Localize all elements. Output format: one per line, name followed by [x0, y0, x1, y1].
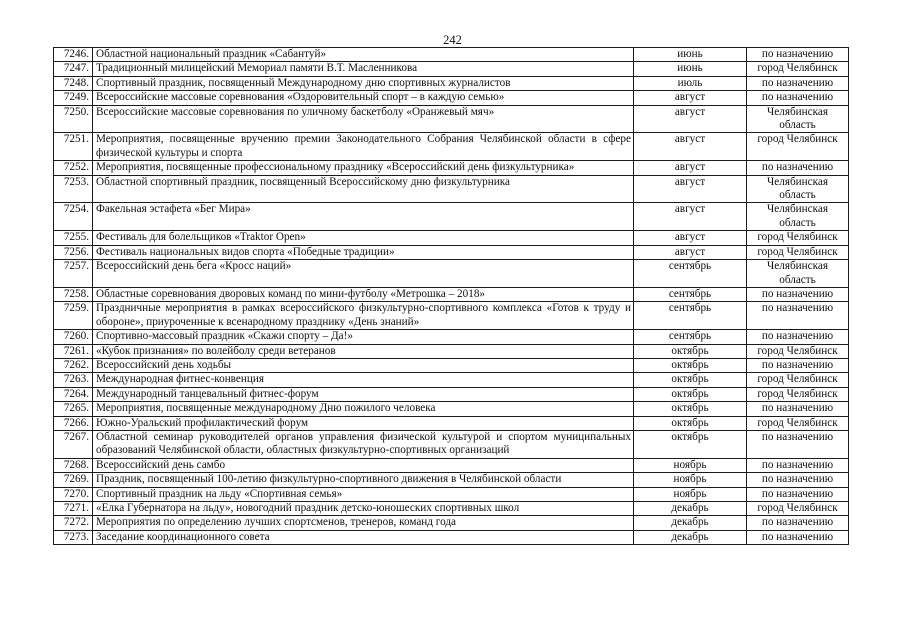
location-cell: город Челябинск — [747, 387, 849, 401]
month-cell: ноябрь — [634, 487, 747, 501]
event-name-cell: Областной национальный праздник «Сабантуй» — [93, 48, 634, 62]
event-name-cell: Праздничные мероприятия в рамках всероссийского физкультурно-спортивного комплекса «Готов к труду и обороне», приуроченные к всенародному празднику «День знаний» — [93, 302, 634, 330]
location-cell: Челябинская область — [747, 175, 849, 203]
event-name-cell: Факельная эстафета «Бег Мира» — [93, 203, 634, 231]
month-cell: август — [634, 175, 747, 203]
event-name-cell: Областной спортивный праздник, посвященный Всероссийскому дню физкультурника — [93, 175, 634, 203]
month-cell: август — [634, 91, 747, 105]
month-cell: август — [634, 161, 747, 175]
table-row — [54, 76, 849, 90]
table-row — [54, 105, 849, 133]
row-number-cell: 7255. — [54, 231, 93, 245]
event-name-cell: «Елка Губернатора на льду», новогодний праздник детско-юношеских спортивных школ — [93, 502, 634, 516]
table-row — [54, 473, 849, 487]
month-cell: август — [634, 203, 747, 231]
month-cell: сентябрь — [634, 302, 747, 330]
event-name-cell: Мероприятия по определению лучших спортсменов, тренеров, команд года — [93, 516, 634, 530]
location-cell: по назначению — [747, 330, 849, 344]
location-cell: по назначению — [747, 76, 849, 90]
month-cell: июнь — [634, 62, 747, 76]
month-cell: сентябрь — [634, 287, 747, 301]
event-name-cell: Заседание координационного совета — [93, 530, 634, 544]
table-row — [54, 487, 849, 501]
location-cell: по назначению — [747, 487, 849, 501]
table-row — [54, 344, 849, 358]
location-cell: Челябинская область — [747, 105, 849, 133]
location-cell: по назначению — [747, 458, 849, 472]
event-name-cell: Праздник, посвященный 100-летию физкультурно-спортивного движения в Челябинской области — [93, 473, 634, 487]
month-cell: сентябрь — [634, 260, 747, 288]
row-number-cell: 7246. — [54, 48, 93, 62]
row-number-cell: 7262. — [54, 358, 93, 372]
location-cell: по назначению — [747, 161, 849, 175]
table-row — [54, 133, 849, 161]
row-number-cell: 7258. — [54, 287, 93, 301]
month-cell: октябрь — [634, 373, 747, 387]
event-name-cell: Спортивный праздник, посвященный Международному дню спортивных журналистов — [93, 76, 634, 90]
events-table-body — [54, 48, 849, 545]
table-row — [54, 387, 849, 401]
month-cell: октябрь — [634, 344, 747, 358]
location-cell: по назначению — [747, 402, 849, 416]
event-name-cell: Всероссийские массовые соревнования «Оздоровительный спорт – в каждую семью» — [93, 91, 634, 105]
table-row — [54, 402, 849, 416]
month-cell: декабрь — [634, 516, 747, 530]
event-name-cell: Всероссийский день бега «Кросс наций» — [93, 260, 634, 288]
event-name-cell: Международная фитнес-конвенция — [93, 373, 634, 387]
row-number-cell: 7267. — [54, 430, 93, 458]
row-number-cell: 7249. — [54, 91, 93, 105]
month-cell: ноябрь — [634, 473, 747, 487]
row-number-cell: 7268. — [54, 458, 93, 472]
month-cell: октябрь — [634, 416, 747, 430]
table-row — [54, 161, 849, 175]
table-row — [54, 416, 849, 430]
month-cell: ноябрь — [634, 458, 747, 472]
location-cell: по назначению — [747, 287, 849, 301]
event-name-cell: Спортивно-массовый праздник «Скажи спорту – Да!» — [93, 330, 634, 344]
table-row — [54, 530, 849, 544]
row-number-cell: 7264. — [54, 387, 93, 401]
location-cell: город Челябинск — [747, 62, 849, 76]
event-name-cell: Традиционный милицейский Мемориал памяти В.Т. Масленникова — [93, 62, 634, 76]
event-name-cell: Международный танцевальный фитнес-форум — [93, 387, 634, 401]
month-cell: октябрь — [634, 358, 747, 372]
table-row — [54, 358, 849, 372]
location-cell: город Челябинск — [747, 344, 849, 358]
row-number-cell: 7272. — [54, 516, 93, 530]
table-row — [54, 502, 849, 516]
table-row — [54, 287, 849, 301]
location-cell: по назначению — [747, 48, 849, 62]
table-row — [54, 62, 849, 76]
location-cell: по назначению — [747, 530, 849, 544]
row-number-cell: 7248. — [54, 76, 93, 90]
location-cell: город Челябинск — [747, 231, 849, 245]
table-row — [54, 260, 849, 288]
row-number-cell: 7273. — [54, 530, 93, 544]
table-row — [54, 203, 849, 231]
row-number-cell: 7270. — [54, 487, 93, 501]
event-name-cell: Фестиваль для болельщиков «Traktor Open» — [93, 231, 634, 245]
month-cell: август — [634, 231, 747, 245]
month-cell: декабрь — [634, 502, 747, 516]
event-name-cell: «Кубок признания» по волейболу среди ветеранов — [93, 344, 634, 358]
location-cell: по назначению — [747, 473, 849, 487]
table-row — [54, 231, 849, 245]
row-number-cell: 7260. — [54, 330, 93, 344]
location-cell: Челябинская область — [747, 260, 849, 288]
month-cell: октябрь — [634, 430, 747, 458]
month-cell: июнь — [634, 48, 747, 62]
row-number-cell: 7250. — [54, 105, 93, 133]
event-name-cell: Областные соревнования дворовых команд по мини-футболу «Метрошка – 2018» — [93, 287, 634, 301]
location-cell: город Челябинск — [747, 133, 849, 161]
table-row — [54, 175, 849, 203]
row-number-cell: 7266. — [54, 416, 93, 430]
table-row — [54, 91, 849, 105]
location-cell: по назначению — [747, 516, 849, 530]
event-name-cell: Спортивный праздник на льду «Спортивная семья» — [93, 487, 634, 501]
location-cell: Челябинская область — [747, 203, 849, 231]
row-number-cell: 7271. — [54, 502, 93, 516]
row-number-cell: 7269. — [54, 473, 93, 487]
location-cell: по назначению — [747, 302, 849, 330]
month-cell: сентябрь — [634, 330, 747, 344]
location-cell: по назначению — [747, 91, 849, 105]
table-row — [54, 373, 849, 387]
table-row — [54, 302, 849, 330]
location-cell: по назначению — [747, 430, 849, 458]
row-number-cell: 7256. — [54, 245, 93, 259]
row-number-cell: 7265. — [54, 402, 93, 416]
table-row — [54, 330, 849, 344]
table-row — [54, 48, 849, 62]
event-name-cell: Мероприятия, посвященные профессиональному празднику «Всероссийский день физкультурника» — [93, 161, 634, 175]
event-name-cell: Южно-Уральский профилактический форум — [93, 416, 634, 430]
month-cell: август — [634, 105, 747, 133]
event-name-cell: Мероприятия, посвященные вручению премии Законодательного Собрания Челябинской области в сфере физической культуры и спорта — [93, 133, 634, 161]
events-table — [53, 47, 849, 545]
event-name-cell: Всероссийский день самбо — [93, 458, 634, 472]
location-cell: по назначению — [747, 358, 849, 372]
row-number-cell: 7254. — [54, 203, 93, 231]
event-name-cell: Областной семинар руководителей органов управления физической культурой и спортом муниципальных образований Челябинской области, областных физкультурно-спортивных организаций — [93, 430, 634, 458]
month-cell: октябрь — [634, 402, 747, 416]
month-cell: октябрь — [634, 387, 747, 401]
location-cell: город Челябинск — [747, 373, 849, 387]
event-name-cell: Фестиваль национальных видов спорта «Победные традиции» — [93, 245, 634, 259]
table-row — [54, 430, 849, 458]
location-cell: город Челябинск — [747, 416, 849, 430]
month-cell: июль — [634, 76, 747, 90]
row-number-cell: 7247. — [54, 62, 93, 76]
location-cell: город Челябинск — [747, 245, 849, 259]
location-cell: город Челябинск — [747, 502, 849, 516]
month-cell: август — [634, 245, 747, 259]
row-number-cell: 7252. — [54, 161, 93, 175]
row-number-cell: 7261. — [54, 344, 93, 358]
page-number: 242 — [443, 33, 462, 47]
event-name-cell: Всероссийские массовые соревнования по уличному баскетболу «Оранжевый мяч» — [93, 105, 634, 133]
month-cell: декабрь — [634, 530, 747, 544]
table-row — [54, 458, 849, 472]
row-number-cell: 7263. — [54, 373, 93, 387]
table-row — [54, 516, 849, 530]
row-number-cell: 7251. — [54, 133, 93, 161]
event-name-cell: Мероприятия, посвященные международному Дню пожилого человека — [93, 402, 634, 416]
month-cell: август — [634, 133, 747, 161]
row-number-cell: 7253. — [54, 175, 93, 203]
row-number-cell: 7259. — [54, 302, 93, 330]
table-row — [54, 245, 849, 259]
event-name-cell: Всероссийский день ходьбы — [93, 358, 634, 372]
row-number-cell: 7257. — [54, 260, 93, 288]
